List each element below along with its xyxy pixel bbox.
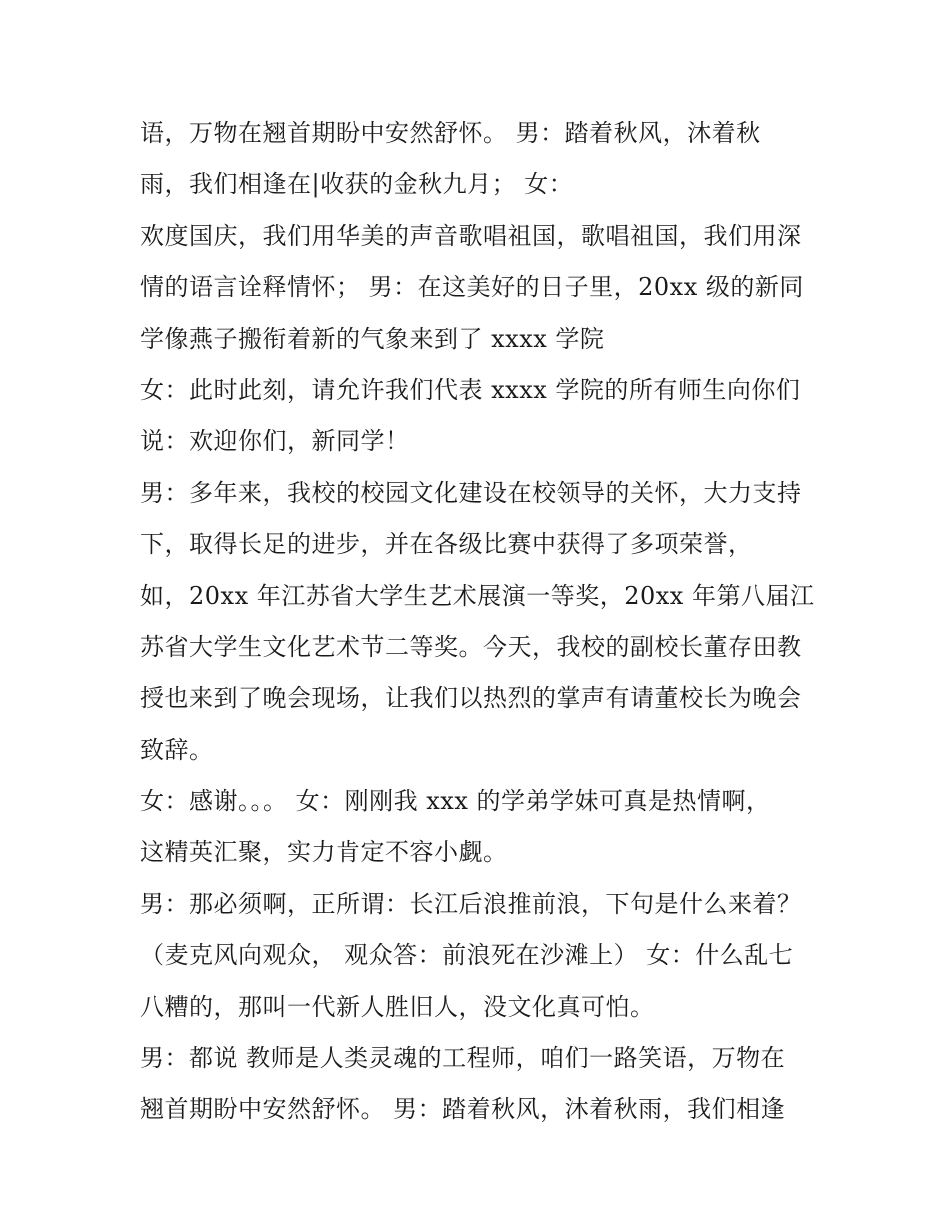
text-line: 说：欢迎你们，新同学！ [140,427,410,456]
text-line: 如，20xx 年江苏省大学生艺术展演一等奖，20xx 年第八届江 [140,581,815,610]
text-line: 欢度国庆，我们用华美的声音歌唱祖国，歌唱祖国，我们用深 [140,221,802,250]
document-body [140,108,840,1136]
text-line: 女：此时此刻，请允许我们代表 xxxx 学院的所有师生向你们 [140,375,801,404]
text-line: 男：都说 教师是人类灵魂的工程师，咱们一路笑语，万物在 [140,1044,786,1073]
text-line: 男：多年来，我校的校园文化建设在校领导的关怀，大力支持 [140,478,802,507]
text-line: 学像燕子搬衔着新的气象来到了 xxxx 学院 [140,324,605,353]
text-line: 情的语言诠释情怀； 男：在这美好的日子里，20xx 级的新同 [140,273,804,302]
text-line: 语，万物在翘首期盼中安然舒怀。 男：踏着秋风，沐着秋 [140,119,761,147]
text-line: 苏省大学生文化艺术节二等奖。今天，我校的副校长董存田教 [140,632,802,661]
text-line: 翘首期盼中安然舒怀。 男：踏着秋风，沐着秋雨，我们相逢 [140,1095,786,1124]
text-line: 女：感谢。。。 女：刚刚我 xxx 的学弟学妹可真是热情啊， [140,787,771,816]
text-line: 雨，我们相逢在|收获的金秋九月； 女： [140,170,574,199]
text-line: 下，取得长足的进步，并在各级比赛中获得了多项荣誉， [140,530,753,559]
text-line: 男：那必须啊，正所谓：长江后浪推前浪，下句是什么来着？ [140,889,802,918]
text-line: 这精英汇聚，实力肯定不容小觑。 [140,838,508,867]
text-line: （麦克风向观众， 观众答：前浪死在沙滩上） 女：什么乱七 [140,941,794,970]
text-line: 授也来到了晚会现场，让我们以热烈的掌声有请董校长为晚会 [140,684,802,713]
text-line: 八糟的，那叫一代新人胜旧人，没文化真可怕。 [140,992,655,1021]
text-line: 致辞。 [140,735,214,764]
